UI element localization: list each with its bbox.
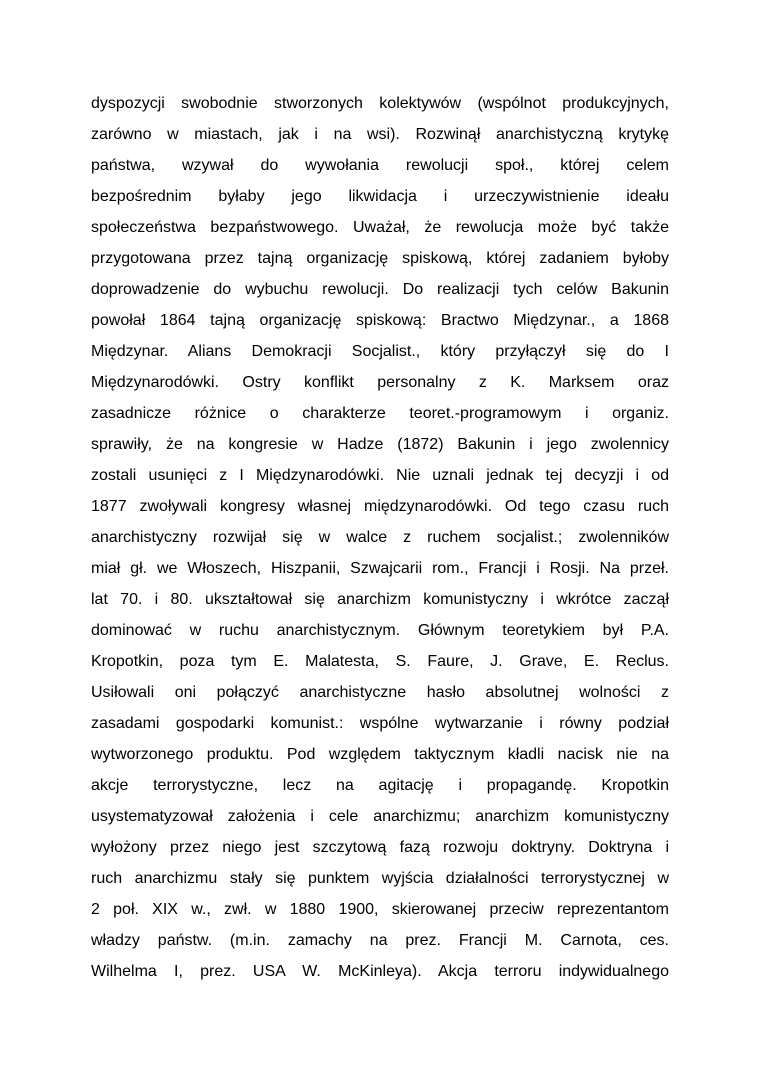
text-line: zasadnicze różnice o charakterze teoret.-programowym i organiz. (91, 405, 669, 422)
text-line: sprawiły, że na kongresie w Hadze (1872) Bakunin i jego zwolennicy (91, 436, 669, 453)
text-line: akcje terrorystyczne, lecz na agitację i propagandę. Kropotkin (91, 777, 669, 794)
text-line: 1877 zwoływali kongresy własnej międzynarodówki. Od tego czasu ruch (91, 498, 669, 515)
text-line: Usiłowali oni połączyć anarchistyczne hasło absolutnej wolności z (91, 684, 669, 701)
text-line: powołał 1864 tajną organizację spiskową: Bractwo Międzynar., a 1868 (91, 312, 669, 329)
text-line: miał gł. we Włoszech, Hiszpanii, Szwajcarii rom., Francji i Rosji. Na przeł. (91, 560, 669, 577)
text-line: Wilhelma I, prez. USA W. McKinleya). Akcja terroru indywidualnego (91, 963, 669, 980)
text-line: anarchistyczny rozwijał się w walce z ruchem socjalist.; zwolenników (91, 529, 669, 546)
text-line: Międzynarodówki. Ostry konflikt personalny z K. Marksem oraz (91, 374, 669, 391)
text-line: lat 70. i 80. ukształtował się anarchizm komunistyczny i wkrótce zaczął (91, 591, 669, 608)
text-line: Międzynar. Alians Demokracji Socjalist., który przyłączył się do I (91, 343, 669, 360)
text-line: usystematyzował założenia i cele anarchizmu; anarchizm komunistyczny (91, 808, 669, 825)
document-page (91, 88, 669, 987)
text-line: wytworzonego produktu. Pod względem taktycznym kładli nacisk nie na (91, 746, 669, 763)
text-line: bezpośrednim byłaby jego likwidacja i urzeczywistnienie ideału (91, 188, 669, 205)
text-line: doprowadzenie do wybuchu rewolucji. Do realizacji tych celów Bakunin (91, 281, 669, 298)
text-line: społeczeństwa bezpaństwowego. Uważał, że rewolucja może być także (91, 219, 669, 236)
text-line: Kropotkin, poza tym E. Malatesta, S. Faure, J. Grave, E. Reclus. (91, 653, 669, 670)
text-line: władzy państw. (m.in. zamachy na prez. Francji M. Carnota, ces. (91, 932, 669, 949)
text-line: zostali usunięci z I Międzynarodówki. Nie uznali jednak tej decyzji i od (91, 467, 669, 484)
text-line: 2 poł. XIX w., zwł. w 1880 1900, skierowanej przeciw reprezentantom (91, 901, 669, 918)
text-line: zasadami gospodarki komunist.: wspólne wytwarzanie i równy podział (91, 715, 669, 732)
text-line: ruch anarchizmu stały się punktem wyjścia działalności terrorystycznej w (91, 870, 669, 887)
text-line: przygotowana przez tajną organizację spiskową, której zadaniem byłoby (91, 250, 669, 267)
text-line: zarówno w miastach, jak i na wsi). Rozwinął anarchistyczną krytykę (91, 126, 669, 143)
text-line: dominować w ruchu anarchistycznym. Głównym teoretykiem był P.A. (91, 622, 669, 639)
text-line: wyłożony przez niego jest szczytową fazą rozwoju doktryny. Doktryna i (91, 839, 669, 856)
text-line: dyspozycji swobodnie stworzonych kolektywów (wspólnot produkcyjnych, (91, 95, 669, 112)
text-line: państwa, wzywał do wywołania rewolucji społ., której celem (91, 157, 669, 174)
